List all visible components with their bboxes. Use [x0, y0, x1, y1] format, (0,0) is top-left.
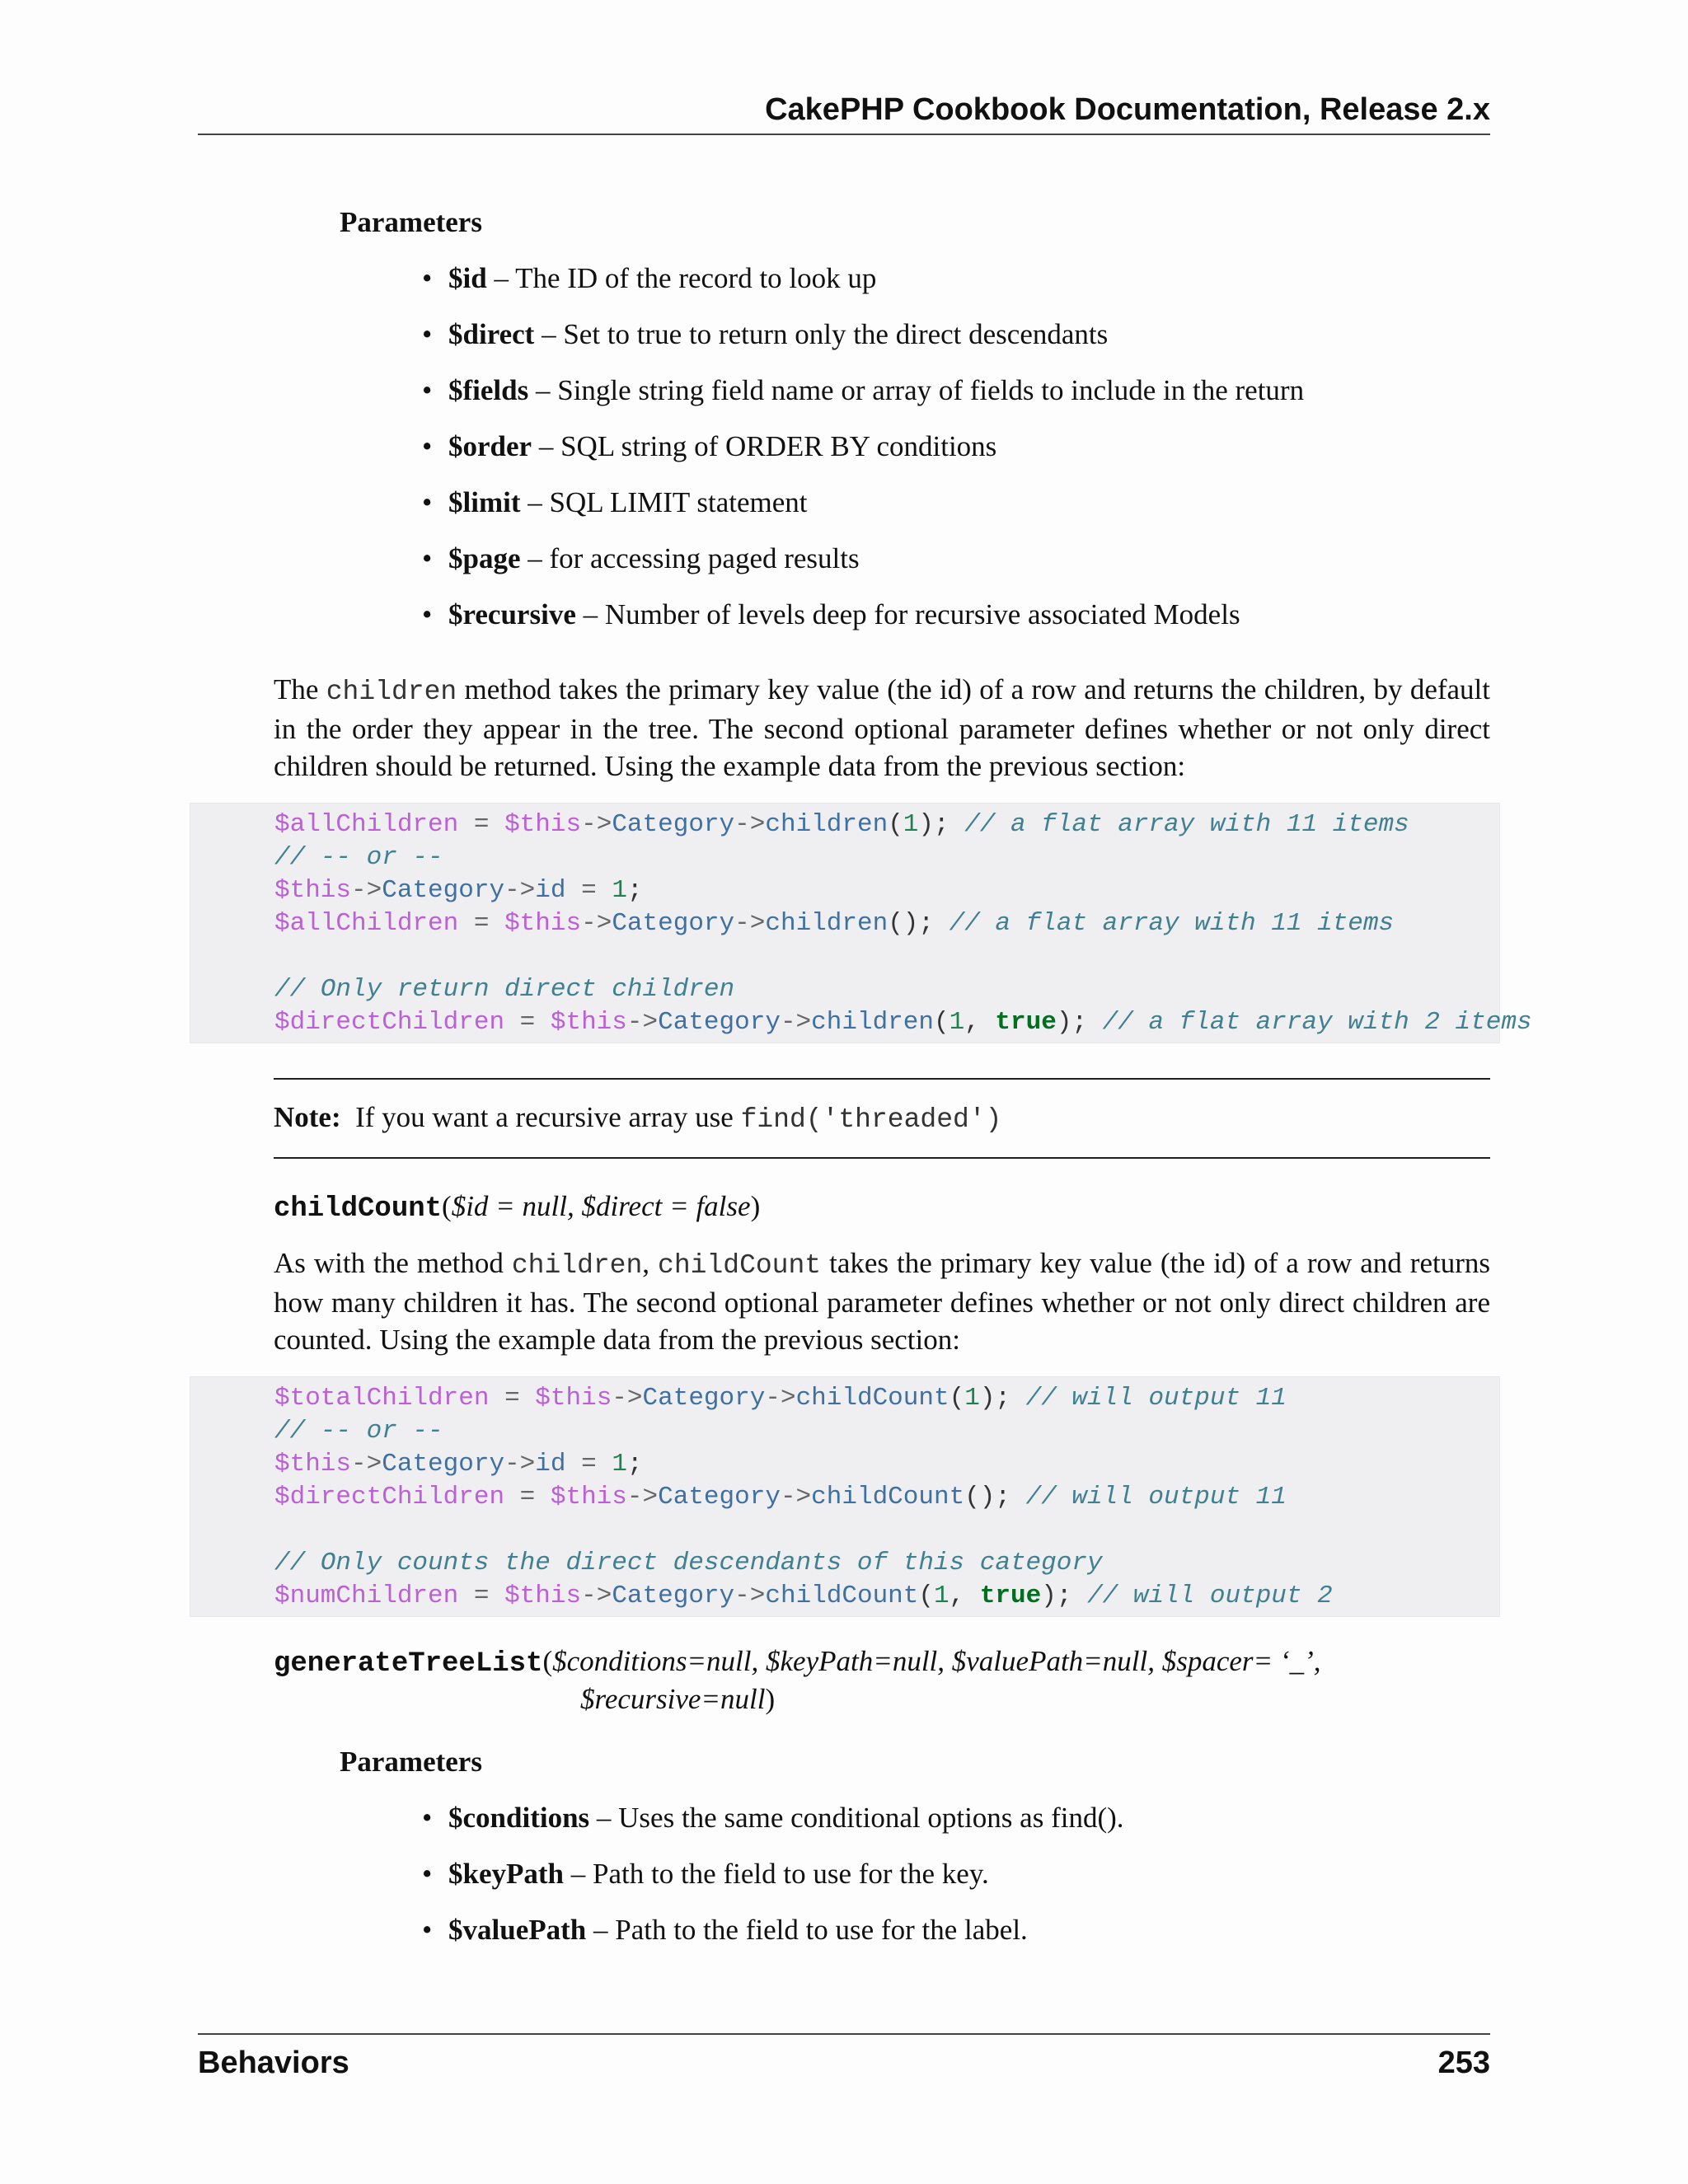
code-line: $allChildren = $this->Category->children(); // a flat array with 11 items	[274, 909, 1395, 938]
note: Note: If you want a recursive array use find('threaded')	[274, 1101, 1002, 1135]
list-item: • $limit – SQL LIMIT statement	[422, 485, 1304, 541]
inline-code: find('threaded')	[740, 1104, 1002, 1135]
code-line: $allChildren = $this->Category->children(1); // a flat array with 11 items	[274, 810, 1409, 839]
code-line: // Only counts the direct descendants of this category	[274, 1549, 1103, 1577]
code-line: // -- or --	[274, 843, 443, 872]
footer-rule	[198, 2033, 1490, 2035]
parameters-list	[422, 1800, 1124, 1968]
list-item: • $keyPath – Path to the field to use for the key.	[422, 1856, 1124, 1912]
children-description: The children method takes the primary key value (the id) of a row and returns the children, by default in the order they appear in the tree. The second optional parameter defines whether or not only direct children should be returned. Using the example data from the previous section:	[274, 673, 1490, 782]
list-item: • $direct – Set to true to return only the direct descendants	[422, 316, 1304, 373]
list-item: • $valuePath – Path to the field to use for the label.	[422, 1912, 1124, 1968]
code-block-childcount	[190, 1376, 1500, 1617]
header-rule	[198, 134, 1490, 135]
list-item: • $fields – Single string field name or array of fields to include in the return	[422, 373, 1304, 429]
generatetreelist-signature: generateTreeList($conditions=null, $keyPath=null, $valuePath=null, $spacer= ‘_’,	[274, 1645, 1321, 1680]
code-line: $totalChildren = $this->Category->childCount(1); // will output 11	[274, 1384, 1287, 1413]
footer-page-number: 253	[1437, 2046, 1490, 2080]
page-header-title: CakePHP Cookbook Documentation, Release 2.x	[765, 92, 1490, 127]
childcount-signature: childCount($id = null, $direct = false)	[274, 1190, 761, 1225]
inline-code: children	[511, 1250, 643, 1281]
list-item: • $order – SQL string of ORDER BY conditions	[422, 429, 1304, 485]
list-item: • $recursive – Number of levels deep for recursive associated Models	[422, 597, 1304, 653]
parameters-list	[422, 260, 1304, 653]
childcount-description: As with the method children, childCount takes the primary key value (the id) of a row and returns how many children it has. The second optional parameter defines whether or not only direct children are counted. Using the example data from the previous section:	[274, 1247, 1490, 1356]
code-line: $this->Category->id = 1;	[274, 876, 643, 905]
code-line: // Only return direct children	[274, 975, 735, 1004]
code-line: $this->Category->id = 1;	[274, 1450, 643, 1479]
note-bottom-rule	[274, 1157, 1490, 1159]
code-line: $directChildren = $this->Category->children(1, true); // a flat array with 2 items	[274, 1008, 1532, 1037]
inline-code: childCount	[658, 1250, 822, 1281]
note-label: Note:	[274, 1101, 341, 1133]
code-line: // -- or --	[274, 1417, 443, 1446]
code-line: $numChildren = $this->Category->childCount(1, true); // will output 2	[274, 1582, 1333, 1610]
list-item: • $id – The ID of the record to look up	[422, 260, 1304, 316]
code-line: $directChildren = $this->Category->childCount(); // will output 11	[274, 1483, 1287, 1511]
code-block-children	[190, 803, 1532, 1043]
generatetreelist-signature-cont: $recursive=null)	[580, 1683, 776, 1715]
list-item: • $conditions – Uses the same conditional options as find().	[422, 1800, 1124, 1856]
footer-section-title: Behaviors	[198, 2046, 349, 2080]
note-top-rule	[274, 1078, 1490, 1080]
parameters-heading: Parameters	[340, 1746, 482, 1778]
parameters-heading: Parameters	[340, 206, 482, 238]
inline-code: children	[326, 677, 457, 707]
list-item: • $page – for accessing paged results	[422, 541, 1304, 597]
